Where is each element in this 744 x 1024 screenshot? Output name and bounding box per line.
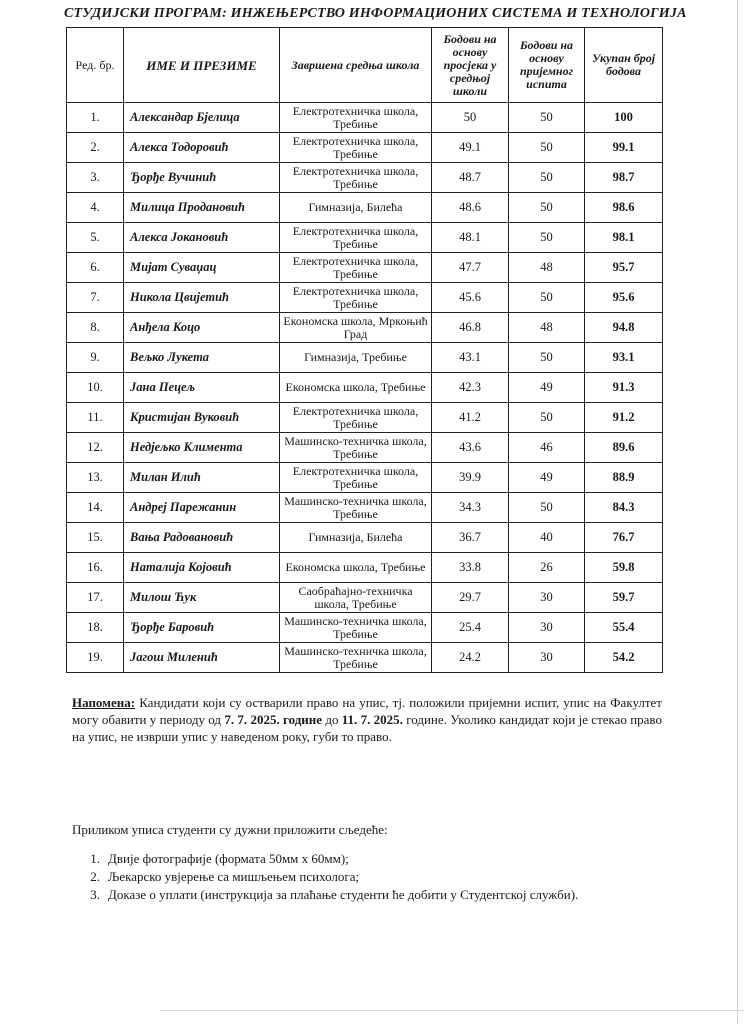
cell-rank: 1. <box>67 103 124 133</box>
table-row <box>67 463 663 493</box>
cell-name: Кристијан Вуковић <box>124 403 280 433</box>
cell-avg-points: 46.8 <box>432 313 509 343</box>
cell-avg-points: 49.1 <box>432 133 509 163</box>
requirement-text: Љекарско увјерење са мишљењем психолога; <box>108 869 360 884</box>
cell-exam-points: 50 <box>509 103 585 133</box>
cell-school: Економска школа, Мркоњић Град <box>280 313 432 343</box>
table-row <box>67 103 663 133</box>
page-bottom-line <box>160 1010 744 1011</box>
cell-avg-points: 39.9 <box>432 463 509 493</box>
cell-rank: 17. <box>67 583 124 613</box>
table-row <box>67 223 663 253</box>
cell-rank: 13. <box>67 463 124 493</box>
cell-total-points: 98.6 <box>585 193 663 223</box>
cell-exam-points: 48 <box>509 253 585 283</box>
note-date-start: 7. 7. 2025. године <box>224 712 323 727</box>
cell-school: Машинско-техничка школа, Требиње <box>280 613 432 643</box>
cell-rank: 16. <box>67 553 124 583</box>
cell-rank: 12. <box>67 433 124 463</box>
cell-exam-points: 50 <box>509 283 585 313</box>
cell-exam-points: 40 <box>509 523 585 553</box>
cell-rank: 7. <box>67 283 124 313</box>
cell-exam-points: 50 <box>509 163 585 193</box>
requirement-number: 3. <box>90 887 100 902</box>
table-row <box>67 253 663 283</box>
cell-avg-points: 48.7 <box>432 163 509 193</box>
table-row <box>67 133 663 163</box>
cell-total-points: 55.4 <box>585 613 663 643</box>
cell-name: Вељко Лукета <box>124 343 280 373</box>
cell-exam-points: 46 <box>509 433 585 463</box>
header-exam-points: Бодови на основу пријемног испита <box>509 28 585 103</box>
cell-avg-points: 24.2 <box>432 643 509 673</box>
note-text-3: године. Уколико кандидат који је стекао право на упис, не изврши упис у наведеном року, губи то право. <box>72 712 662 744</box>
cell-total-points: 100 <box>585 103 663 133</box>
cell-name: Ђорђе Вучинић <box>124 163 280 193</box>
cell-total-points: 91.3 <box>585 373 663 403</box>
cell-total-points: 91.2 <box>585 403 663 433</box>
requirement-text: Двије фотографије (формата 50мм x 60мм); <box>108 851 349 866</box>
cell-name: Андреј Парежанин <box>124 493 280 523</box>
requirement-number: 2. <box>90 869 100 884</box>
results-table <box>66 27 663 673</box>
cell-total-points: 95.7 <box>585 253 663 283</box>
cell-name: Јагош Миленић <box>124 643 280 673</box>
requirement-number: 1. <box>90 851 100 866</box>
cell-school: Електротехничка школа, Требиње <box>280 253 432 283</box>
cell-total-points: 93.1 <box>585 343 663 373</box>
cell-avg-points: 48.6 <box>432 193 509 223</box>
requirement-text: Доказе о уплати (инструкција за плаћање студенти ће добити у Студентској служби). <box>108 887 579 902</box>
requirement-item <box>72 850 578 868</box>
cell-avg-points: 25.4 <box>432 613 509 643</box>
cell-avg-points: 34.3 <box>432 493 509 523</box>
cell-exam-points: 30 <box>509 643 585 673</box>
cell-total-points: 54.2 <box>585 643 663 673</box>
table-row <box>67 643 663 673</box>
cell-exam-points: 50 <box>509 343 585 373</box>
cell-school: Саобраћајно-техничка школа, Требиње <box>280 583 432 613</box>
cell-avg-points: 48.1 <box>432 223 509 253</box>
cell-avg-points: 41.2 <box>432 403 509 433</box>
cell-school: Електротехничка школа, Требиње <box>280 133 432 163</box>
cell-rank: 14. <box>67 493 124 523</box>
table-row <box>67 403 663 433</box>
cell-school: Електротехничка школа, Требиње <box>280 103 432 133</box>
cell-rank: 2. <box>67 133 124 163</box>
cell-rank: 5. <box>67 223 124 253</box>
cell-avg-points: 36.7 <box>432 523 509 553</box>
cell-school: Гимназија, Билећа <box>280 523 432 553</box>
table-header-row <box>67 28 663 103</box>
table-row <box>67 283 663 313</box>
cell-rank: 6. <box>67 253 124 283</box>
requirement-item <box>72 868 578 886</box>
cell-avg-points: 29.7 <box>432 583 509 613</box>
cell-exam-points: 26 <box>509 553 585 583</box>
table-row <box>67 433 663 463</box>
table-row <box>67 523 663 553</box>
cell-exam-points: 49 <box>509 463 585 493</box>
cell-name: Александар Бјелица <box>124 103 280 133</box>
cell-exam-points: 50 <box>509 133 585 163</box>
table-row <box>67 613 663 643</box>
cell-avg-points: 47.7 <box>432 253 509 283</box>
cell-name: Наталија Којовић <box>124 553 280 583</box>
cell-school: Машинско-техничка школа, Требиње <box>280 493 432 523</box>
cell-total-points: 98.7 <box>585 163 663 193</box>
cell-exam-points: 30 <box>509 583 585 613</box>
requirements-intro: Приликом уписа студенти су дужни приложити сљедеће: <box>72 822 388 837</box>
table-row <box>67 553 663 583</box>
cell-name: Недјељко Климента <box>124 433 280 463</box>
page-title: СТУДИЈСКИ ПРОГРАМ: ИНЖЕЊЕРСТВО ИНФОРМАЦИОНИХ СИСТЕМА И ТЕХНОЛОГИЈА <box>64 6 687 21</box>
table-row <box>67 343 663 373</box>
header-avg-points: Бодови на основу просјека у средњој школи <box>432 28 509 103</box>
page-edge-line <box>737 0 738 1024</box>
cell-name: Алекса Јокановић <box>124 223 280 253</box>
note-paragraph <box>72 694 662 745</box>
cell-exam-points: 48 <box>509 313 585 343</box>
cell-avg-points: 42.3 <box>432 373 509 403</box>
cell-name: Ђорђе Баровић <box>124 613 280 643</box>
cell-avg-points: 43.1 <box>432 343 509 373</box>
cell-name: Милица Продановић <box>124 193 280 223</box>
header-name: ИМЕ И ПРЕЗИМЕ <box>124 28 280 103</box>
cell-school: Економска школа, Требиње <box>280 553 432 583</box>
cell-total-points: 59.7 <box>585 583 663 613</box>
cell-rank: 3. <box>67 163 124 193</box>
cell-name: Вања Радовановић <box>124 523 280 553</box>
cell-total-points: 89.6 <box>585 433 663 463</box>
table-row <box>67 163 663 193</box>
cell-rank: 19. <box>67 643 124 673</box>
table-row <box>67 193 663 223</box>
table-row <box>67 313 663 343</box>
cell-total-points: 98.1 <box>585 223 663 253</box>
cell-school: Електротехничка школа, Требиње <box>280 163 432 193</box>
cell-rank: 10. <box>67 373 124 403</box>
cell-rank: 15. <box>67 523 124 553</box>
cell-exam-points: 49 <box>509 373 585 403</box>
cell-school: Машинско-техничка школа, Требиње <box>280 643 432 673</box>
cell-avg-points: 50 <box>432 103 509 133</box>
note-text-1: Кандидати који су остварили право на упис, тј. положили пријемни испит, упис на Факултет могу обавити у периоду од <box>72 695 662 727</box>
cell-total-points: 95.6 <box>585 283 663 313</box>
header-school: Завршена средња школа <box>280 28 432 103</box>
cell-rank: 11. <box>67 403 124 433</box>
cell-exam-points: 50 <box>509 403 585 433</box>
cell-school: Електротехничка школа, Требиње <box>280 403 432 433</box>
cell-avg-points: 43.6 <box>432 433 509 463</box>
note-label: Напомена: <box>72 695 136 710</box>
cell-rank: 9. <box>67 343 124 373</box>
cell-rank: 8. <box>67 313 124 343</box>
cell-school: Електротехничка школа, Требиње <box>280 223 432 253</box>
requirements-list <box>72 850 578 904</box>
cell-school: Електротехничка школа, Требиње <box>280 463 432 493</box>
cell-name: Никола Цвијетић <box>124 283 280 313</box>
cell-name: Алекса Тодоровић <box>124 133 280 163</box>
cell-school: Гимназија, Билећа <box>280 193 432 223</box>
cell-exam-points: 50 <box>509 223 585 253</box>
note-date-end: 11. 7. 2025. <box>341 712 403 727</box>
note-text-2: до <box>322 712 342 727</box>
table-row <box>67 373 663 403</box>
cell-name: Милан Илић <box>124 463 280 493</box>
cell-name: Јана Пецељ <box>124 373 280 403</box>
cell-school: Машинско-техничка школа, Требиње <box>280 433 432 463</box>
cell-exam-points: 30 <box>509 613 585 643</box>
cell-total-points: 76.7 <box>585 523 663 553</box>
cell-total-points: 88.9 <box>585 463 663 493</box>
table-row <box>67 583 663 613</box>
header-rb: Ред. бр. <box>67 28 124 103</box>
cell-name: Мијат Суваџац <box>124 253 280 283</box>
cell-rank: 4. <box>67 193 124 223</box>
cell-exam-points: 50 <box>509 493 585 523</box>
cell-name: Анђела Коцо <box>124 313 280 343</box>
cell-rank: 18. <box>67 613 124 643</box>
cell-school: Економска школа, Требиње <box>280 373 432 403</box>
header-total-points: Укупан број бодова <box>585 28 663 103</box>
table-row <box>67 493 663 523</box>
cell-name: Милош Ћук <box>124 583 280 613</box>
requirement-item <box>72 886 578 904</box>
cell-total-points: 99.1 <box>585 133 663 163</box>
cell-school: Гимназија, Требиње <box>280 343 432 373</box>
cell-school: Електротехничка школа, Требиње <box>280 283 432 313</box>
cell-avg-points: 33.8 <box>432 553 509 583</box>
cell-avg-points: 45.6 <box>432 283 509 313</box>
cell-exam-points: 50 <box>509 193 585 223</box>
cell-total-points: 84.3 <box>585 493 663 523</box>
cell-total-points: 94.8 <box>585 313 663 343</box>
cell-total-points: 59.8 <box>585 553 663 583</box>
